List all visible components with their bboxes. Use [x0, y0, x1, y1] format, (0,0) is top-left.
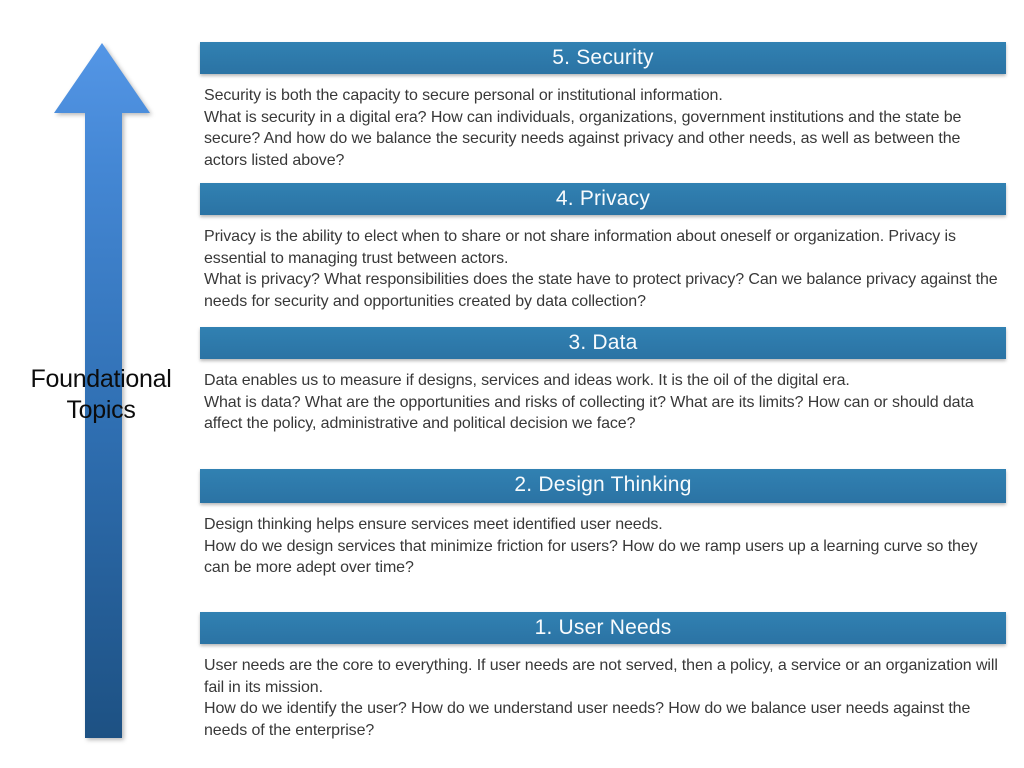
topic-paragraph: What is security in a digital era? How can individuals, organizations, government institutions and the state be secure? And how do we balance the security needs against privacy and other needs, as well as between the actors listed above?	[204, 108, 962, 169]
topic-body-security	[200, 85, 1004, 171]
topic-section-security	[200, 42, 1006, 171]
topic-section-data	[200, 327, 1006, 435]
topic-paragraph: Design thinking helps ensure services meet identified user needs.	[204, 516, 663, 533]
topic-header-bar-design-thinking	[200, 469, 1006, 503]
topic-section-user-needs	[200, 612, 1006, 741]
topic-paragraph: How do we design services that minimize friction for users? How do we ramp users up a learning curve so they can be more adept over time?	[204, 537, 978, 576]
topic-header-bar-security	[200, 42, 1006, 74]
topic-section-privacy	[200, 183, 1006, 312]
topic-paragraph: Privacy is the ability to elect when to share or not share information about oneself or organization. Privacy is essential to managing trust between actors.	[204, 228, 956, 267]
topic-paragraph: What is data? What are the opportunities and risks of collecting it? What are its limits? How can or should data affect the policy, administrative and political decision we face?	[204, 393, 974, 432]
topic-section-design-thinking	[200, 469, 1006, 579]
topic-header-label: 5. Security	[552, 46, 654, 69]
axis-label-line1: Foundational	[30, 365, 172, 393]
topic-paragraph: Security is both the capacity to secure personal or institutional information.	[204, 87, 723, 104]
topic-header-bar-user-needs	[200, 612, 1006, 644]
topic-header-label: 3. Data	[568, 331, 638, 354]
topic-header-label: 2. Design Thinking	[514, 473, 692, 496]
topic-paragraph: How do we identify the user? How do we understand user needs? How do we balance user needs against the needs of the enterprise?	[204, 700, 971, 739]
topic-header-label: 1. User Needs	[534, 616, 672, 639]
topic-paragraph: Data enables us to measure if designs, services and ideas work. It is the oil of the digital era.	[204, 372, 850, 389]
topic-body-privacy	[200, 226, 1004, 312]
topic-body-user-needs	[200, 655, 1004, 741]
axis-label-line2: Topics	[66, 396, 136, 424]
topic-body-data	[200, 370, 1004, 435]
topic-header-bar-data	[200, 327, 1006, 359]
topic-header-label: 4. Privacy	[555, 187, 651, 210]
topic-body-design-thinking	[200, 514, 1004, 579]
axis-label	[0, 364, 202, 426]
topic-paragraph: What is privacy? What responsibilities does the state have to protect privacy? Can we balance privacy against the needs for security and opportunities created by data collection?	[204, 271, 998, 310]
topic-paragraph: User needs are the core to everything. If user needs are not served, then a policy, a service or an organization will fail in its mission.	[204, 657, 998, 696]
topic-header-bar-privacy	[200, 183, 1006, 215]
